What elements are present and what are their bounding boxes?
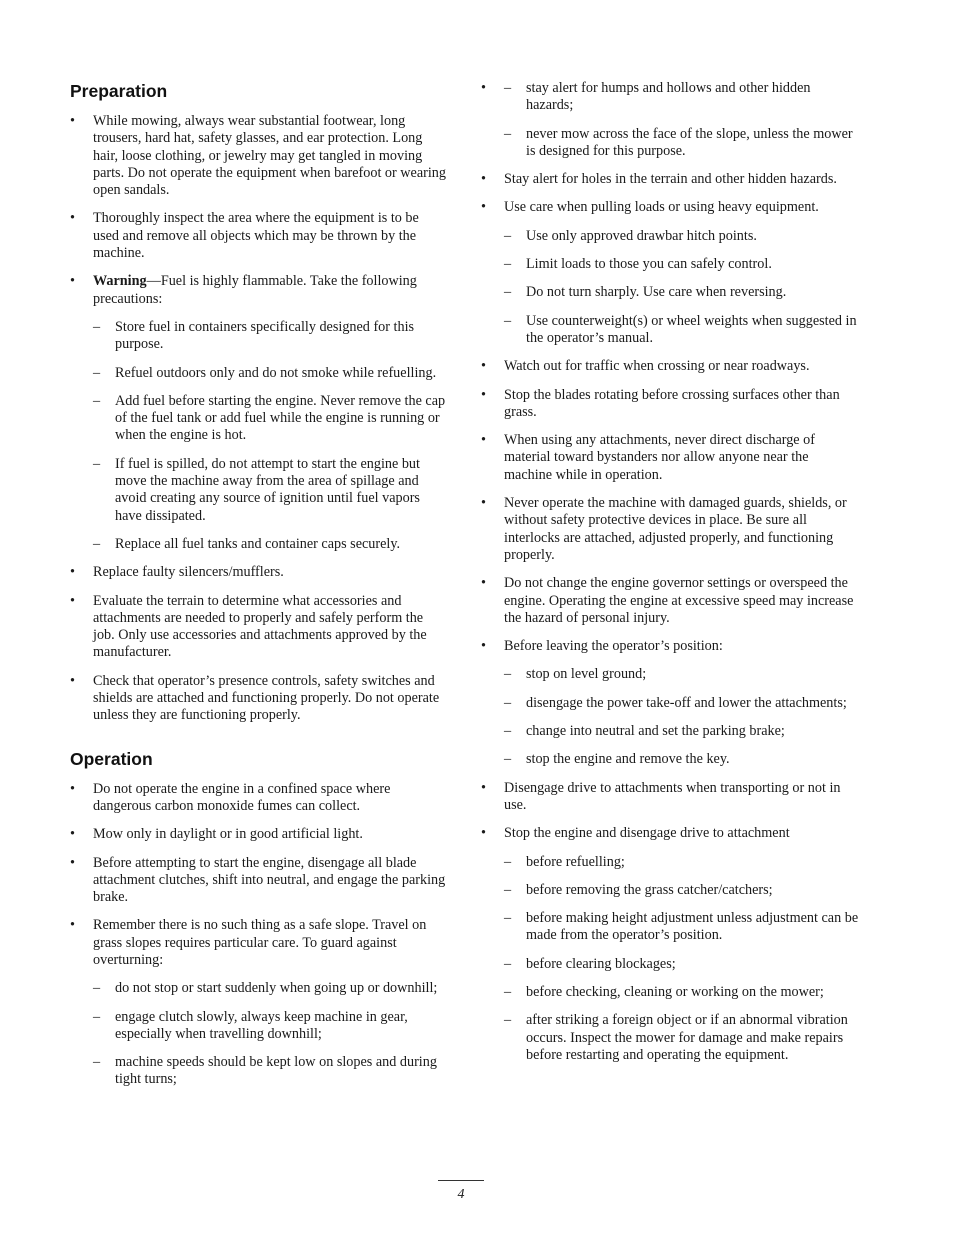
sub-list-item: – Use counterweight(s) or wheel weights when suggested in the operator’s manual. (504, 313, 859, 348)
list-item: • While mowing, always wear substantial footwear, long trousers, hard hat, safety glasses, and ear protection. Long hair, loose clothing, or jewelry may get tangled in moving parts. Do not operate the equipment when barefoot or wearing open sandals. (70, 113, 448, 199)
list-item: • When using any attachments, never direct discharge of material toward bystanders nor allow anyone near the machine while in operation. (481, 432, 859, 484)
sub-list-item: – after striking a foreign object or if an abnormal vibration occurs. Inspect the mower for damage and make repairs before restarting and operating the equipment. (504, 1012, 859, 1064)
list-item: • Do not operate the engine in a confined space where dangerous carbon monoxide fumes can collect. (70, 781, 448, 816)
list-item: • Do not change the engine governor settings or overspeed the engine. Operating the engine at excessive speed may increase the hazard of personal injury. (481, 575, 859, 627)
list-item: • Disengage drive to attachments when transporting or not in use. (481, 780, 859, 815)
sub-list-item: – engage clutch slowly, always keep machine in gear, especially when travelling downhill; (93, 1009, 448, 1044)
slope-precautions-list-continued (504, 80, 859, 160)
list-item: • Check that operator’s presence controls, safety switches and shields are attached and functioning properly. Do not operate unless they are functioning properly. (70, 673, 448, 725)
slope-precautions-list (93, 980, 448, 1088)
warning-label: Warning (93, 273, 147, 290)
list-item-text: Before leaving the operator’s position: (504, 638, 723, 655)
list-item (70, 917, 448, 1088)
list-item: • Before attempting to start the engine, disengage all blade attachment clutches, shift into neutral, and engage the parking brake. (70, 855, 448, 907)
list-item-text: Use care when pulling loads or using heavy equipment. (504, 199, 819, 216)
list-item: • Stay alert for holes in the terrain and other hidden hazards. (481, 171, 859, 188)
list-item: • Never operate the machine with damaged guards, shields, or without safety protective devices in place. Be sure all interlocks are attached, adjusted properly, and functioning properly. (481, 495, 859, 564)
section-heading-preparation: Preparation (70, 81, 168, 101)
preparation-list (70, 113, 448, 725)
sub-list-item: – disengage the power take-off and lower the attachments; (504, 695, 859, 712)
loads-precautions-list (504, 228, 859, 347)
sub-list-item: – Replace all fuel tanks and container caps securely. (93, 536, 448, 553)
sub-list-item: – Add fuel before starting the engine. Never remove the cap of the fuel tank or add fuel while the engine is running or when the engine is hot. (93, 393, 448, 445)
sub-list-item: – Refuel outdoors only and do not smoke while refuelling. (93, 365, 448, 382)
sub-list-item: – before removing the grass catcher/catchers; (504, 882, 859, 899)
sub-list-item: – change into neutral and set the parking brake; (504, 723, 859, 740)
right-column (481, 80, 859, 1075)
left-column (70, 80, 448, 1100)
section-heading-operation: Operation (70, 748, 153, 769)
fuel-precautions-list (93, 319, 448, 553)
list-item-warning (70, 273, 448, 553)
sub-list-item: – before refuelling; (504, 854, 859, 871)
list-item-continued (481, 80, 859, 160)
list-item: • Replace faulty silencers/mufflers. (70, 564, 448, 581)
sub-list-item: – stop the engine and remove the key. (504, 751, 859, 768)
sub-list-item: – If fuel is spilled, do not attempt to start the engine but move the machine away from the area of spillage and avoid creating any source of ignition until fuel vapors have dissipated. (93, 456, 448, 525)
sub-list-item: – stop on level ground; (504, 666, 859, 683)
sub-list-item: – machine speeds should be kept low on slopes and during tight turns; (93, 1054, 448, 1089)
sub-list-item: – Store fuel in containers specifically designed for this purpose. (93, 319, 448, 354)
sub-list-item: – never mow across the face of the slope, unless the mower is designed for this purpose. (504, 126, 859, 161)
list-item: • Stop the blades rotating before crossing surfaces other than grass. (481, 387, 859, 422)
list-item-text: Remember there is no such thing as a safe slope. Travel on grass slopes requires particular care. To guard against overturning: (93, 917, 427, 968)
operation-list-right (481, 80, 859, 1064)
page-number: 4 (457, 1187, 465, 1202)
list-item: • Thoroughly inspect the area where the equipment is to be used and remove all objects which may be thrown by the machine. (70, 210, 448, 262)
sub-list-item: – before making height adjustment unless adjustment can be made from the operator’s position. (504, 910, 859, 945)
stop-engine-list (504, 854, 859, 1065)
warning-text: —Fuel is highly flammable. Take the following precautions: (93, 273, 417, 307)
sub-list-item: – do not stop or start suddenly when going up or downhill; (93, 980, 448, 997)
leaving-position-list (504, 666, 859, 768)
list-item-text: Stop the engine and disengage drive to attachment (504, 825, 790, 842)
list-item: • Evaluate the terrain to determine what accessories and attachments are needed to properly and safely perform the job. Only use accessories and attachments approved by the manufacturer. (70, 593, 448, 662)
operation-list-left (70, 781, 448, 1089)
footer-rule (438, 1180, 484, 1181)
sub-list-item: – before clearing blockages; (504, 956, 859, 973)
list-item (481, 199, 859, 347)
list-item: • Mow only in daylight or in good artificial light. (70, 826, 448, 843)
sub-list-item: – • stay alert for humps and hollows and other hidden hazards; (504, 80, 859, 115)
sub-list-item: – before checking, cleaning or working on the mower; (504, 984, 859, 1001)
list-item (481, 825, 859, 1064)
sub-list-item: – Limit loads to those you can safely control. (504, 256, 859, 273)
list-item: • Watch out for traffic when crossing or near roadways. (481, 358, 859, 375)
list-item (481, 638, 859, 768)
sub-list-item: – Do not turn sharply. Use care when reversing. (504, 284, 859, 301)
sub-list-item: – Use only approved drawbar hitch points. (504, 228, 859, 245)
